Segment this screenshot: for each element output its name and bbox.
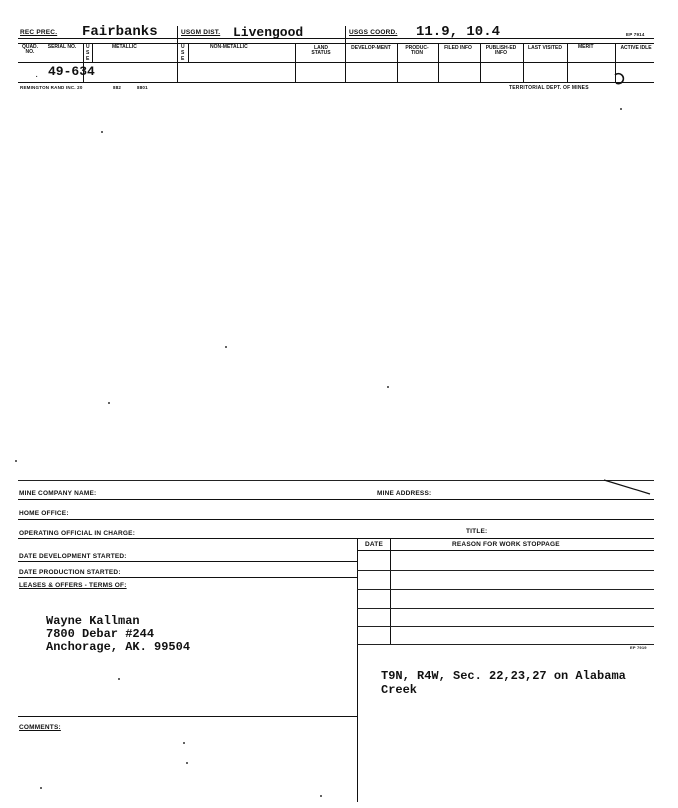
corner-flourish bbox=[600, 478, 656, 498]
speck bbox=[183, 742, 185, 744]
circle-mark-icon bbox=[612, 72, 626, 86]
table-rule-2 bbox=[357, 570, 654, 571]
location-line-2: Creek bbox=[381, 683, 418, 697]
col-serial-no: SERIAL NO. bbox=[47, 44, 77, 50]
title-label: TITLE: bbox=[466, 528, 488, 535]
lessee-city: Anchorage, AK. 99504 bbox=[46, 640, 191, 654]
speck bbox=[40, 787, 42, 789]
col-filed-info: FILED INFO bbox=[444, 45, 472, 51]
leases-offers-label: LEASES & OFFERS - TERMS OF: bbox=[19, 582, 127, 589]
divider-last bbox=[523, 43, 524, 82]
rule-2 bbox=[18, 519, 654, 520]
divider-nonmetallic bbox=[188, 43, 189, 62]
usgs-coord-label: USGS COORD. bbox=[349, 29, 398, 36]
header-bottom-rule bbox=[18, 82, 654, 83]
reason-column-label: REASON FOR WORK STOPPAGE bbox=[452, 541, 560, 548]
printer-code-2: 8801 bbox=[137, 85, 148, 90]
speck bbox=[108, 402, 110, 404]
use-left-stack: U S E bbox=[86, 44, 90, 62]
rule-3 bbox=[18, 538, 654, 539]
col-metallic: METALLIC bbox=[112, 44, 137, 50]
location-line-1: T9N, R4W, Sec. 22,23,27 on Alabama bbox=[381, 669, 626, 683]
divider-metallic bbox=[92, 43, 93, 62]
speck bbox=[620, 108, 622, 110]
lessee-street: 7800 Debar #244 bbox=[46, 627, 155, 641]
use-right-stack: U S E bbox=[181, 44, 185, 62]
date-production-label: DATE PRODUCTION STARTED: bbox=[19, 569, 121, 576]
table-rule-3 bbox=[357, 589, 654, 590]
operating-official-label: OPERATING OFFICIAL IN CHARGE: bbox=[19, 530, 136, 537]
mine-address-label: MINE ADDRESS: bbox=[377, 490, 432, 497]
rule-1 bbox=[18, 499, 654, 500]
header-row-rule bbox=[18, 62, 654, 63]
lessee-address-block bbox=[46, 615, 190, 654]
territorial-dept-label: TERRITORIAL DEPT. OF MINES bbox=[509, 85, 589, 91]
table-rule-4 bbox=[357, 608, 654, 609]
rule-4 bbox=[18, 561, 357, 562]
usgm-dist-label: USGM DIST. bbox=[181, 29, 221, 36]
rec-prec-value: Fairbanks bbox=[82, 24, 158, 40]
speck bbox=[225, 346, 227, 348]
col-quad-no: QUAD. NO. bbox=[21, 44, 39, 56]
speck bbox=[320, 795, 322, 797]
divider-land bbox=[295, 43, 296, 82]
speck bbox=[387, 386, 389, 388]
speck bbox=[118, 678, 120, 680]
form-number-top: EP 7914 bbox=[626, 32, 645, 37]
divider-filed bbox=[438, 43, 439, 82]
rule-5 bbox=[18, 577, 357, 578]
divider-merit bbox=[567, 43, 568, 82]
col-last-visited: LAST VISITED bbox=[528, 45, 562, 51]
table-rule-5 bbox=[357, 626, 654, 627]
table-rule-6 bbox=[357, 644, 654, 645]
speck bbox=[101, 131, 103, 133]
row-dot-mark: · bbox=[35, 71, 39, 82]
col-non-metallic: NON-METALLIC bbox=[210, 44, 248, 50]
quad-serial-value: 49-634 bbox=[48, 64, 95, 79]
printer-code-1: 882 bbox=[113, 85, 122, 90]
comments-label: COMMENTS: bbox=[19, 724, 61, 731]
table-rule-1 bbox=[357, 550, 654, 551]
location-block bbox=[381, 669, 626, 697]
col-development: DEVELOP-MENT bbox=[351, 45, 391, 51]
usgs-coord-value: 11.9, 10.4 bbox=[416, 24, 501, 40]
date-column-label: DATE bbox=[365, 541, 384, 548]
col-merit: MERIT bbox=[578, 44, 594, 50]
col-active-idle: ACTIVE IDLE bbox=[620, 45, 652, 51]
speck bbox=[186, 762, 188, 764]
date-col-divider bbox=[390, 538, 391, 644]
rec-prec-label: REC PREC. bbox=[20, 29, 58, 36]
col-land-status: LAND STATUS bbox=[311, 45, 331, 57]
divider-1 bbox=[177, 26, 178, 82]
date-development-label: DATE DEVELOPMENT STARTED: bbox=[19, 553, 127, 560]
rule-comments bbox=[18, 716, 357, 717]
form-number-bottom: EP 7919 bbox=[630, 645, 647, 650]
center-divider bbox=[357, 538, 358, 802]
divider-2 bbox=[345, 26, 346, 82]
lessee-name: Wayne Kallman bbox=[46, 614, 140, 628]
divider-published bbox=[480, 43, 481, 82]
home-office-label: HOME OFFICE: bbox=[19, 510, 69, 517]
printer-imprint: REMINGTON RAND INC. 20 bbox=[20, 85, 83, 90]
col-published-info: PUBLISH-ED INFO bbox=[485, 45, 517, 57]
mine-company-name-label: MINE COMPANY NAME: bbox=[19, 490, 97, 497]
speck bbox=[15, 460, 17, 462]
lower-top-rule bbox=[18, 480, 654, 481]
usgm-dist-value: Livengood bbox=[233, 25, 304, 40]
divider-prod bbox=[397, 43, 398, 82]
col-production: PRODUC-TION bbox=[405, 45, 429, 57]
